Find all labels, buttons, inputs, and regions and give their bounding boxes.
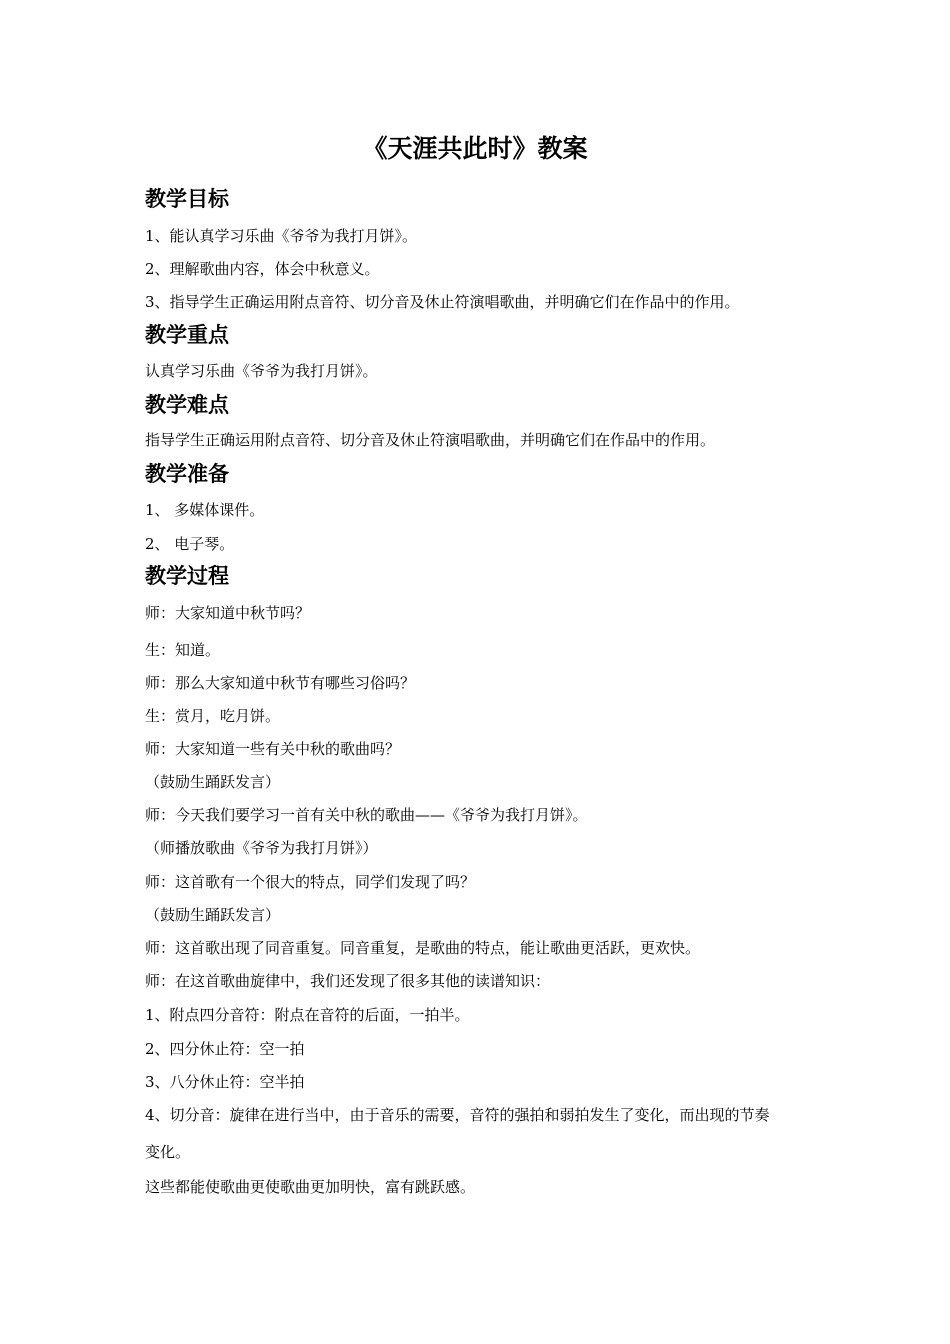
process-line: （鼓励生踊跃发言） [145,906,281,924]
process-line: （师播放歌曲《爷爷为我打月饼》） [145,839,378,857]
heading-preparation: 教学准备 [145,462,229,486]
process-line: 4、切分音：旋律在进行当中，由于音乐的需要，音符的强拍和弱拍发生了变化，而出现的节奏 [145,1106,770,1124]
process-line: 这些都能使歌曲更使歌曲更加明快，富有跳跃感。 [145,1178,476,1196]
heading-process: 教学过程 [145,564,229,588]
process-line: 师：大家知道一些有关中秋的歌曲吗？ [145,740,401,758]
document-title: 《天涯共此时》教案 [362,134,588,163]
process-line: 师：在这首歌曲旋律中，我们还发现了很多其他的读谱知识： [145,972,551,990]
process-line: （鼓励生踊跃发言） [145,773,281,791]
process-line: 师：这首歌出现了同音重复。同音重复，是歌曲的特点，能让歌曲更活跃，更欢快。 [145,939,701,957]
difficulty-item: 指导学生正确运用附点音符、切分音及休止符演唱歌曲，并明确它们在作品中的作用。 [145,431,716,449]
process-line: 生：赏月，吃月饼。 [145,707,281,725]
process-line: 2、四分休止符：空一拍 [145,1040,305,1058]
objective-item: 2、理解歌曲内容，体会中秋意义。 [145,260,380,278]
heading-key-points: 教学重点 [145,323,229,347]
process-line: 生：知道。 [145,641,221,659]
preparation-item: 2、 电子琴。 [145,535,235,553]
process-line: 师：那么大家知道中秋节有哪些习俗吗？ [145,674,416,692]
key-point-item: 认真学习乐曲《爷爷为我打月饼》。 [145,362,378,380]
heading-objectives: 教学目标 [145,187,229,211]
process-line: 3、八分休止符：空半拍 [145,1073,305,1091]
process-line: 师：大家知道中秋节吗？ [145,604,311,622]
process-line: 1、附点四分音符：附点在音符的后面，一拍半。 [145,1006,470,1024]
objective-item: 1、能认真学习乐曲《爷爷为我打月饼》。 [145,227,418,245]
process-line: 变化。 [145,1143,191,1161]
heading-difficulties: 教学难点 [145,393,229,417]
objective-item: 3、指导学生正确运用附点音符、切分音及休止符演唱歌曲，并明确它们在作品中的作用。 [145,293,740,311]
preparation-item: 1、 多媒体课件。 [145,501,265,519]
process-line: 师：今天我们要学习一首有关中秋的歌曲——《爷爷为我打月饼》。 [145,806,588,824]
process-line: 师：这首歌有一个很大的特点，同学们发现了吗？ [145,873,476,891]
